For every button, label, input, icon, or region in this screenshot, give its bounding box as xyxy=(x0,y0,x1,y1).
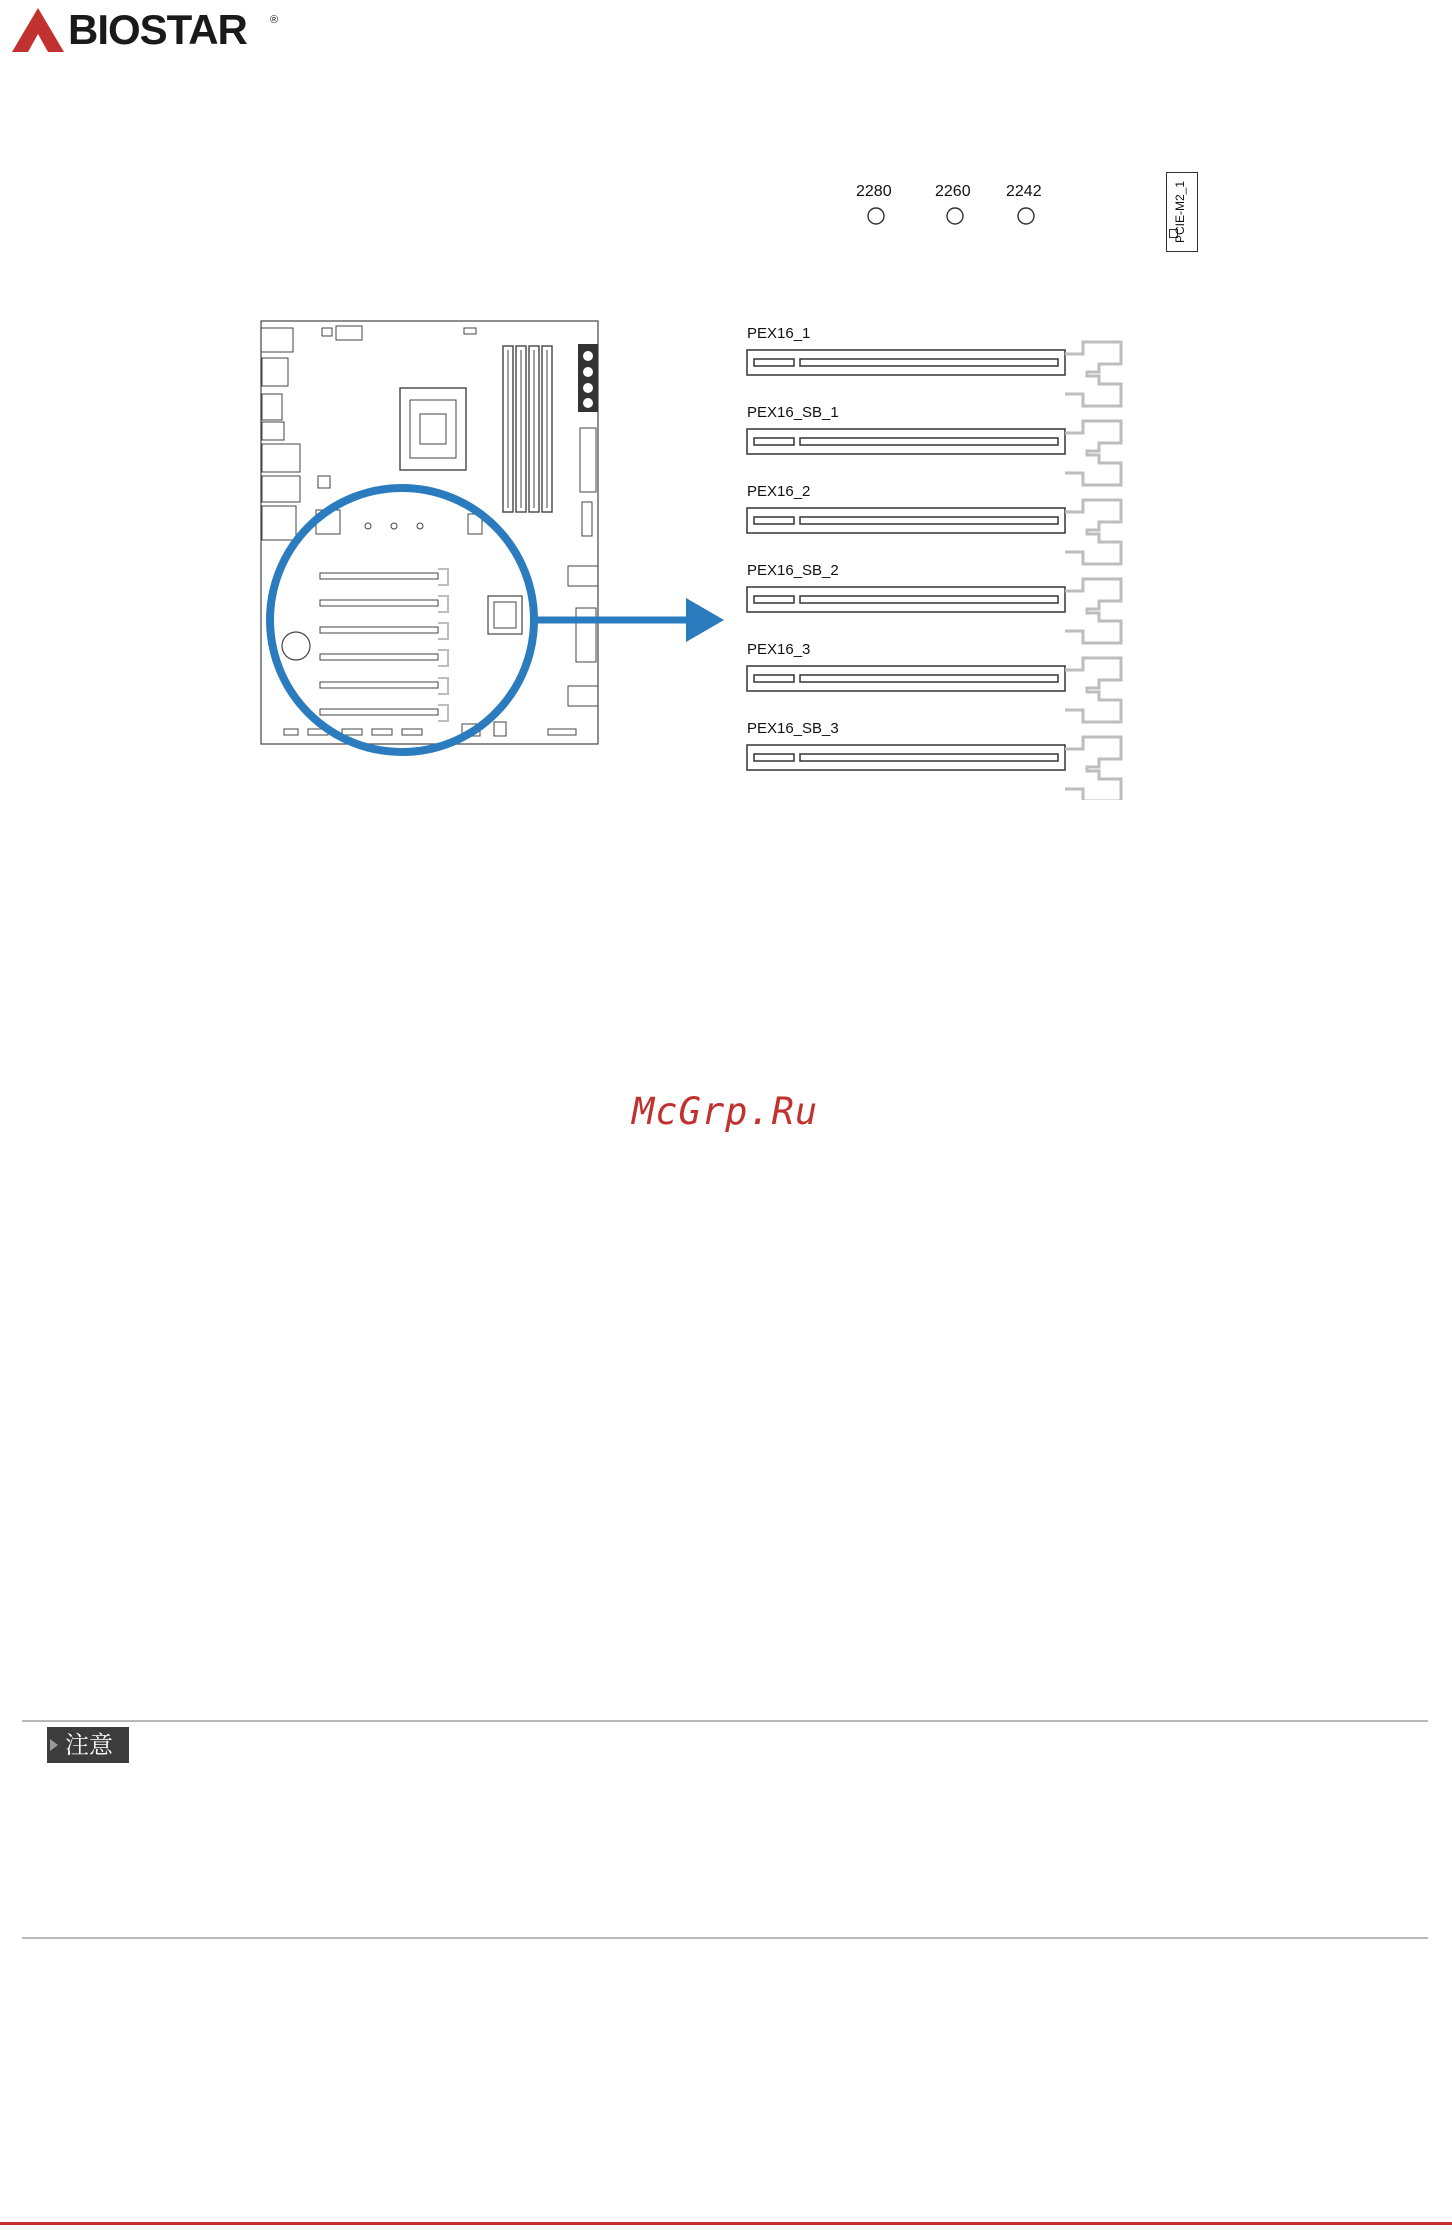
slot-label-pex16-3: PEX16_3 xyxy=(747,641,811,658)
m2-connector-label: PCIE-M2_1 xyxy=(1173,180,1187,243)
pcie-slot-pex16-sb-2 xyxy=(747,579,1121,643)
m2-connector xyxy=(1166,172,1198,252)
pcie-slot-pex16-sb-1 xyxy=(747,421,1121,485)
watermark: McGrp.Ru xyxy=(632,1090,819,1133)
m2-standoff-holes xyxy=(860,200,1040,230)
slot-label-pex16-sb-1: PEX16_SB_1 xyxy=(747,404,839,421)
brand-name: BIOSTAR xyxy=(68,6,247,53)
pcie-slot-pex16-sb-3 xyxy=(747,737,1121,800)
m2-size-2260: 2260 xyxy=(935,183,971,200)
slot-label-pex16-sb-2: PEX16_SB_2 xyxy=(747,562,839,579)
debug-button-icon xyxy=(583,398,593,408)
note-triangle-icon xyxy=(50,1739,58,1751)
pcie-slot-pex16-1 xyxy=(747,342,1121,406)
biostar-logo xyxy=(8,4,278,56)
pcie-slot-pex16-2 xyxy=(747,500,1121,564)
highlight-circle xyxy=(270,488,534,752)
clear-cmos-button-icon xyxy=(583,383,593,393)
note-label: 注意 xyxy=(65,1731,113,1759)
note-badge xyxy=(47,1727,129,1763)
m2-hole-2242 xyxy=(1018,208,1034,224)
slot-label-pex16-sb-3: PEX16_SB_3 xyxy=(747,720,839,737)
m2-hole-2260 xyxy=(947,208,963,224)
slot-label-pex16-1: PEX16_1 xyxy=(747,325,811,342)
power-button-icon xyxy=(583,351,593,361)
pcie-highlight xyxy=(266,480,726,760)
pcie-slot-detail xyxy=(744,330,1124,800)
note-bottom-rule xyxy=(22,1937,1428,1939)
m2-size-2280: 2280 xyxy=(856,183,892,200)
biostar-logo-icon xyxy=(8,4,68,56)
m2-hole-2280 xyxy=(868,208,884,224)
slot-label-pex16-2: PEX16_2 xyxy=(747,483,811,500)
m2-size-2242: 2242 xyxy=(1006,183,1042,200)
note-top-rule xyxy=(22,1720,1428,1722)
arrow-right-icon xyxy=(686,598,724,642)
footer-rule xyxy=(0,2222,1452,2225)
reset-button-icon xyxy=(583,367,593,377)
pcie-slot-pex16-3 xyxy=(747,658,1121,722)
registered-mark: ® xyxy=(270,14,279,26)
